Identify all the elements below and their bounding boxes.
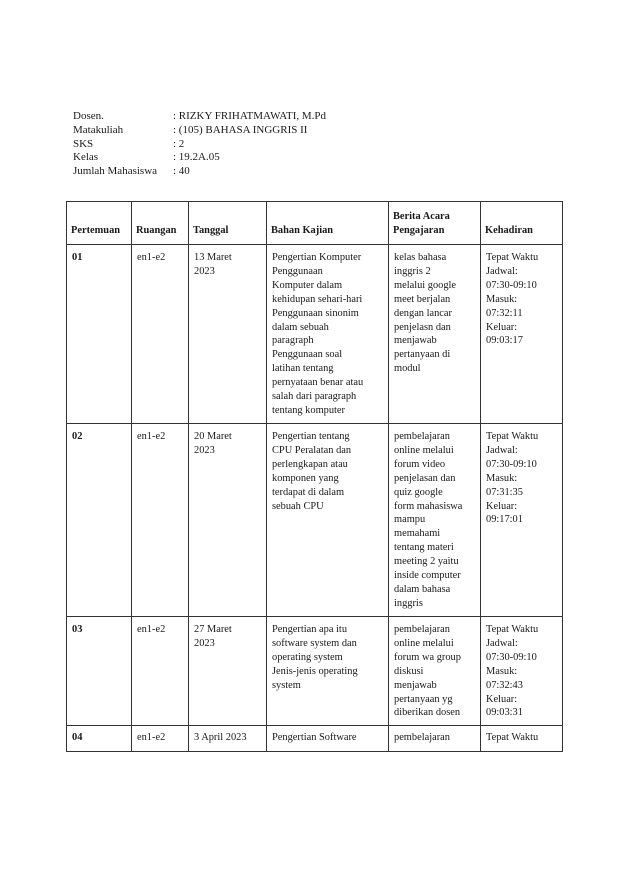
cell-line: pertanyaan yg — [394, 693, 453, 705]
info-value: : 40 — [173, 165, 190, 178]
info-label: Kelas — [73, 151, 99, 164]
cell-line: meeting 2 yaitu — [394, 556, 459, 568]
info-row-matakuliah — [73, 124, 326, 138]
cell-line: pembelajaran — [394, 624, 450, 635]
cell-line: quiz google — [394, 486, 443, 498]
cell-ruangan: en1-e2 — [132, 617, 189, 726]
cell-line: latihan tentang — [272, 363, 334, 375]
cell-line: Tepat Waktu — [486, 624, 539, 635]
cell-ruangan: en1-e2 — [132, 424, 189, 617]
cell-line: sebuah CPU — [272, 500, 324, 512]
info-row-kelas — [73, 151, 326, 165]
cell-line: CPU Peralatan dan — [272, 444, 352, 456]
course-info — [73, 110, 326, 179]
cell-line: 27 Maret — [194, 624, 232, 635]
cell-line: penjelasan dan — [394, 472, 456, 484]
info-label: SKS — [73, 137, 94, 150]
cell-line: Jadwal: — [486, 444, 518, 456]
header-bahan-kajian: Bahan Kajian — [267, 202, 389, 245]
cell-line: forum wa group — [394, 651, 461, 663]
info-label: Jumlah Mahasiswa — [73, 165, 158, 178]
cell-line: Penggunaan — [272, 265, 323, 277]
cell-line: 09:03:17 — [486, 335, 523, 347]
cell-line: inside computer — [394, 570, 461, 582]
cell-line: 09:03:31 — [486, 707, 523, 719]
cell-line: Jenis-jenis operating — [272, 665, 358, 677]
cell-line: Keluar: — [486, 321, 518, 333]
cell-ruangan: en1-e2 — [132, 726, 189, 752]
cell-line: paragraph — [272, 335, 314, 347]
cell-pertemuan: 02 — [67, 424, 132, 617]
cell-tanggal — [189, 726, 267, 752]
cell-line: tentang materi — [394, 542, 454, 554]
cell-line: perlengkapan atau — [272, 458, 348, 470]
cell-ruangan: en1-e2 — [132, 245, 189, 424]
cell-line: Komputer dalam — [272, 279, 343, 291]
cell-line: Keluar: — [486, 500, 518, 512]
cell-line: inggris — [394, 597, 423, 609]
cell-bahan-kajian — [267, 424, 389, 617]
cell-berita-acara — [389, 424, 481, 617]
cell-line: dengan lancar — [394, 307, 452, 319]
cell-line: dalam bahasa — [394, 583, 451, 595]
cell-line: penjelasn dan — [394, 321, 451, 333]
table-row — [67, 726, 563, 752]
table-row — [67, 424, 563, 617]
info-row-sks — [73, 138, 326, 152]
info-value: : RIZKY FRIHATMAWATI, M.Pd — [173, 110, 327, 122]
cell-line: 07:31:35 — [486, 486, 523, 498]
cell-line: kelas bahasa — [394, 252, 447, 263]
cell-line: diberikan dosen — [394, 707, 461, 719]
table-header-row — [67, 202, 563, 245]
info-label: Dosen. — [73, 110, 104, 122]
cell-tanggal — [189, 424, 267, 617]
cell-line: 20 Maret — [194, 431, 232, 442]
cell-line: kehidupan sehari-hari — [272, 293, 363, 305]
cell-line: meet berjalan — [394, 293, 451, 305]
cell-line: software system dan — [272, 637, 357, 649]
cell-pertemuan: 01 — [67, 245, 132, 424]
cell-pertemuan: 03 — [67, 617, 132, 726]
cell-line: pernyataan benar atau — [272, 377, 364, 389]
cell-line: forum video — [394, 458, 446, 470]
info-row-jumlah-mahasiswa — [73, 165, 326, 179]
cell-line: pembelajaran — [394, 732, 450, 743]
cell-line: modul — [394, 363, 421, 375]
cell-line: 07:32:11 — [486, 307, 523, 319]
cell-berita-acara — [389, 245, 481, 424]
table-row — [67, 245, 563, 424]
cell-line: 2023 — [194, 444, 215, 456]
cell-line: 2023 — [194, 637, 215, 649]
info-value: : 19.2A.05 — [173, 151, 220, 164]
cell-line: Masuk: — [486, 472, 518, 484]
cell-kehadiran — [481, 617, 563, 726]
cell-line: 07:32:43 — [486, 679, 523, 691]
cell-line: Tepat Waktu — [486, 732, 539, 743]
cell-line: Masuk: — [486, 293, 518, 305]
cell-tanggal — [189, 617, 267, 726]
header-line: Pengajaran — [393, 225, 445, 237]
cell-line: salah dari paragraph — [272, 391, 357, 403]
cell-tanggal — [189, 245, 267, 424]
cell-line: 2023 — [194, 265, 215, 277]
cell-line: tentang komputer — [272, 404, 346, 416]
cell-line: dalam sebuah — [272, 321, 329, 333]
cell-line: Tepat Waktu — [486, 431, 539, 442]
cell-kehadiran — [481, 726, 563, 752]
cell-line: 07:30-09:10 — [486, 279, 537, 291]
header-line: Berita Acara — [393, 211, 450, 223]
cell-line: memahami — [394, 528, 441, 540]
cell-line: inggris 2 — [394, 265, 431, 277]
header-pertemuan: Pertemuan — [67, 202, 132, 245]
cell-line: Jadwal: — [486, 637, 518, 649]
cell-berita-acara — [389, 617, 481, 726]
cell-berita-acara — [389, 726, 481, 752]
header-tanggal: Tanggal — [189, 202, 267, 245]
cell-line: Penggunaan sinonim — [272, 307, 359, 319]
cell-line: online melalui — [394, 444, 454, 456]
info-row-dosen — [73, 110, 326, 124]
info-label: Matakuliah — [73, 123, 124, 136]
cell-line: system — [272, 679, 301, 691]
cell-line: komponen yang — [272, 472, 339, 484]
cell-line: Pengertian Komputer — [272, 252, 362, 263]
cell-bahan-kajian — [267, 245, 389, 424]
info-value: : (105) BAHASA INGGRIS II — [173, 123, 308, 136]
cell-line: Jadwal: — [486, 265, 518, 277]
cell-line: menjawab — [394, 679, 437, 691]
cell-line: 3 April 2023 — [194, 732, 247, 743]
cell-line: Pengertian apa itu — [272, 624, 348, 635]
cell-line: terdapat di dalam — [272, 486, 345, 498]
cell-line: 07:30-09:10 — [486, 458, 537, 470]
cell-line: Keluar: — [486, 693, 518, 705]
attendance-table — [66, 201, 563, 752]
cell-kehadiran — [481, 245, 563, 424]
cell-line: 13 Maret — [194, 252, 232, 263]
cell-line: 07:30-09:10 — [486, 651, 537, 663]
header-berita-acara — [389, 202, 481, 245]
header-kehadiran: Kehadiran — [481, 202, 563, 245]
cell-line: menjawab — [394, 335, 437, 347]
cell-line: Masuk: — [486, 665, 518, 677]
cell-line: Tepat Waktu — [486, 252, 539, 263]
cell-line: Pengertian tentang — [272, 431, 350, 442]
cell-line: form mahasiswa — [394, 500, 463, 512]
cell-line: pembelajaran — [394, 431, 450, 442]
cell-bahan-kajian — [267, 617, 389, 726]
cell-line: diskusi — [394, 665, 424, 677]
cell-pertemuan: 04 — [67, 726, 132, 752]
cell-line: 09:17:01 — [486, 514, 523, 526]
cell-kehadiran — [481, 424, 563, 617]
cell-line: pertanyaan di — [394, 349, 451, 361]
info-value: : 2 — [173, 137, 185, 150]
cell-bahan-kajian — [267, 726, 389, 752]
cell-line: operating system — [272, 651, 343, 663]
cell-line: melalui google — [394, 279, 457, 291]
cell-line: Pengertian Software — [272, 732, 357, 743]
cell-line: online melalui — [394, 637, 454, 649]
cell-line: Penggunaan soal — [272, 349, 343, 361]
table-row — [67, 617, 563, 726]
cell-line: mampu — [394, 514, 426, 526]
header-ruangan: Ruangan — [132, 202, 189, 245]
